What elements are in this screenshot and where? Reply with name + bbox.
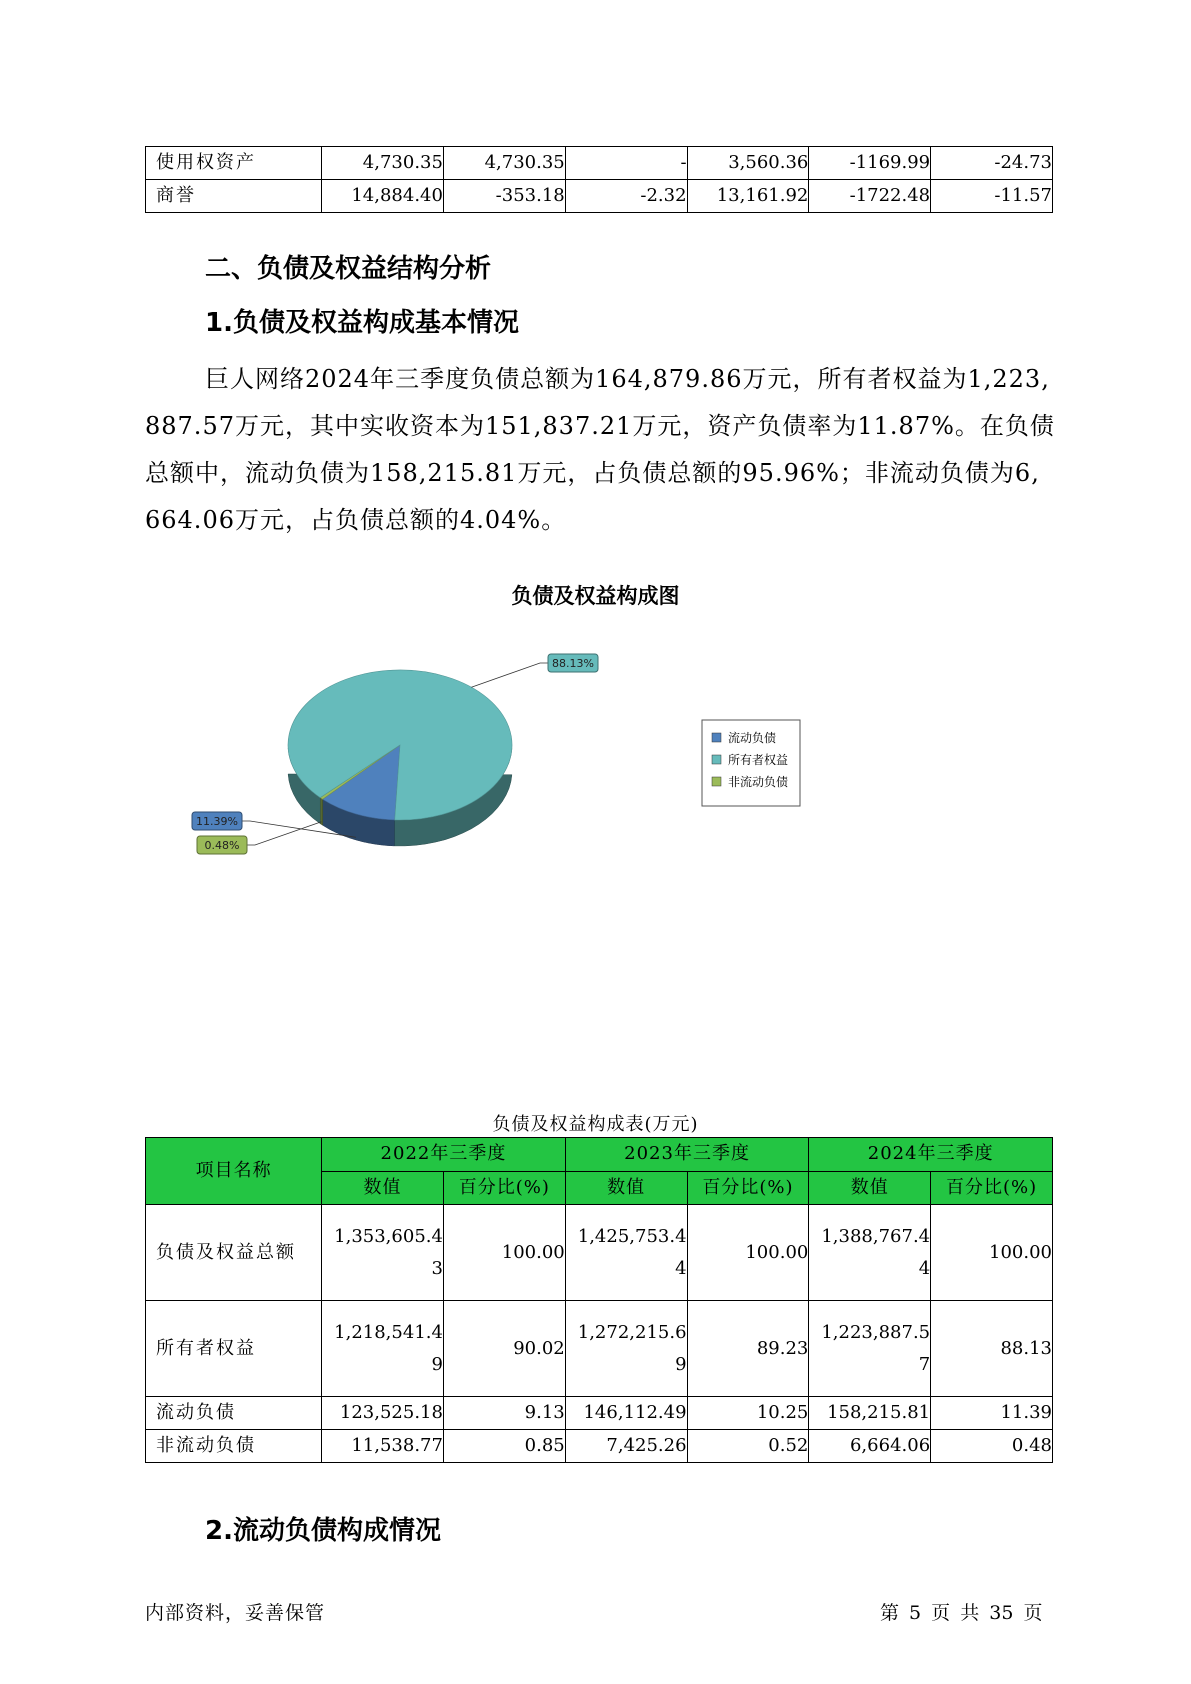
legend-label: 所有者权益 bbox=[728, 753, 789, 767]
header-period: 2023年三季度 bbox=[565, 1138, 809, 1172]
data-label-1: 88.13% bbox=[552, 657, 594, 670]
pie-chart bbox=[180, 640, 820, 900]
header-period: 2024年三季度 bbox=[809, 1138, 1053, 1172]
legend-swatch-noncurrent-liab bbox=[712, 777, 721, 786]
cell bbox=[322, 1205, 444, 1301]
cell: 3,560.36 bbox=[687, 147, 809, 180]
header-value: 数值 bbox=[565, 1171, 687, 1205]
cell bbox=[565, 1301, 687, 1397]
table-row bbox=[146, 1301, 1053, 1397]
header-pct: 百分比(%) bbox=[931, 1171, 1053, 1205]
legend-swatch-equity bbox=[712, 755, 721, 764]
cell: 100.00 bbox=[931, 1205, 1053, 1301]
chart-legend bbox=[702, 720, 800, 806]
cell-value: 1,218,541.49 bbox=[334, 1321, 443, 1375]
header-pct: 百分比(%) bbox=[443, 1171, 565, 1205]
cell bbox=[809, 1301, 931, 1397]
legend-label: 流动负债 bbox=[728, 731, 777, 745]
cell-value: 1,223,887.57 bbox=[821, 1321, 931, 1375]
row-name: 使用权资产 bbox=[146, 147, 322, 180]
cell: 90.02 bbox=[443, 1301, 565, 1397]
row-name: 负债及权益总额 bbox=[146, 1205, 322, 1301]
table-row bbox=[146, 1397, 1053, 1430]
cell: -11.57 bbox=[931, 180, 1053, 213]
cell: 9.13 bbox=[443, 1397, 565, 1430]
cell: 6,664.06 bbox=[809, 1430, 931, 1463]
cell-value: 1,425,753.44 bbox=[577, 1225, 687, 1279]
cell bbox=[322, 1301, 444, 1397]
cell-value: 1,353,605.43 bbox=[334, 1225, 443, 1279]
sub-section-title: 2.流动负债构成情况 bbox=[205, 1516, 441, 1546]
body-paragraph: 巨人网络2024年三季度负债总额为164,879.86万元，所有者权益为1,223,887.57万元，其中实收资本为151,837.21万元，资产负债率为11.87%。在负债总额中，流动负债为158,215.81万元，占负债总额的95.96%；非流动负债为6,664.06万元，占负债总额的4.04%。 bbox=[145, 365, 1055, 534]
cell: 14,884.40 bbox=[322, 180, 444, 213]
legend-swatch-current-liab bbox=[712, 733, 721, 742]
cell: 4,730.35 bbox=[322, 147, 444, 180]
table-row bbox=[146, 147, 1053, 180]
table-row bbox=[146, 180, 1053, 213]
cell: -1722.48 bbox=[809, 180, 931, 213]
pie-group bbox=[288, 670, 512, 846]
table-header-row bbox=[146, 1138, 1053, 1172]
cell: 10.25 bbox=[687, 1397, 809, 1430]
row-name: 所有者权益 bbox=[146, 1301, 322, 1397]
cell: 7,425.26 bbox=[565, 1430, 687, 1463]
row-name: 商誉 bbox=[146, 180, 322, 213]
cell: - bbox=[565, 147, 687, 180]
data-label-0: 11.39% bbox=[196, 815, 238, 828]
section-title: 二、负债及权益结构分析 bbox=[205, 254, 492, 284]
cell: 158,215.81 bbox=[809, 1397, 931, 1430]
cell: 100.00 bbox=[443, 1205, 565, 1301]
header-pct: 百分比(%) bbox=[687, 1171, 809, 1205]
footer-confidential: 内部资料，妥善保管 bbox=[145, 1602, 326, 1624]
cell: 0.52 bbox=[687, 1430, 809, 1463]
table-caption: 负债及权益构成表(万元) bbox=[492, 1114, 699, 1135]
asset-change-table bbox=[145, 146, 1053, 213]
cell: 11,538.77 bbox=[322, 1430, 444, 1463]
header-value: 数值 bbox=[809, 1171, 931, 1205]
cell: -24.73 bbox=[931, 147, 1053, 180]
chart-title: 负债及权益构成图 bbox=[511, 584, 680, 608]
cell bbox=[809, 1205, 931, 1301]
data-label-2: 0.48% bbox=[204, 839, 240, 852]
cell: -353.18 bbox=[443, 180, 565, 213]
cell bbox=[565, 1205, 687, 1301]
legend-label: 非流动负债 bbox=[728, 775, 789, 789]
cell: 146,112.49 bbox=[565, 1397, 687, 1430]
liability-equity-table bbox=[145, 1137, 1053, 1463]
cell: 0.85 bbox=[443, 1430, 565, 1463]
cell: 89.23 bbox=[687, 1301, 809, 1397]
row-name: 非流动负债 bbox=[146, 1430, 322, 1463]
table-row bbox=[146, 1205, 1053, 1301]
cell: 11.39 bbox=[931, 1397, 1053, 1430]
table-row bbox=[146, 1430, 1053, 1463]
sub-section-title: 1.负债及权益构成基本情况 bbox=[205, 308, 519, 338]
cell-value: 1,272,215.69 bbox=[577, 1321, 687, 1375]
leader-line-2 bbox=[247, 822, 321, 845]
leader-line-1 bbox=[471, 663, 548, 687]
header-item: 项目名称 bbox=[146, 1138, 322, 1205]
row-name: 流动负债 bbox=[146, 1397, 322, 1430]
header-period: 2022年三季度 bbox=[322, 1138, 566, 1172]
cell: 123,525.18 bbox=[322, 1397, 444, 1430]
cell-value: 1,388,767.44 bbox=[821, 1225, 931, 1279]
cell: 0.48 bbox=[931, 1430, 1053, 1463]
cell: 100.00 bbox=[687, 1205, 809, 1301]
cell: -2.32 bbox=[565, 180, 687, 213]
cell: 13,161.92 bbox=[687, 180, 809, 213]
cell: 4,730.35 bbox=[443, 147, 565, 180]
pie-side-2 bbox=[320, 798, 322, 826]
cell: 88.13 bbox=[931, 1301, 1053, 1397]
footer-page-number: 第 5 页 共 35 页 bbox=[880, 1602, 1043, 1624]
cell: -1169.99 bbox=[809, 147, 931, 180]
header-value: 数值 bbox=[322, 1171, 444, 1205]
